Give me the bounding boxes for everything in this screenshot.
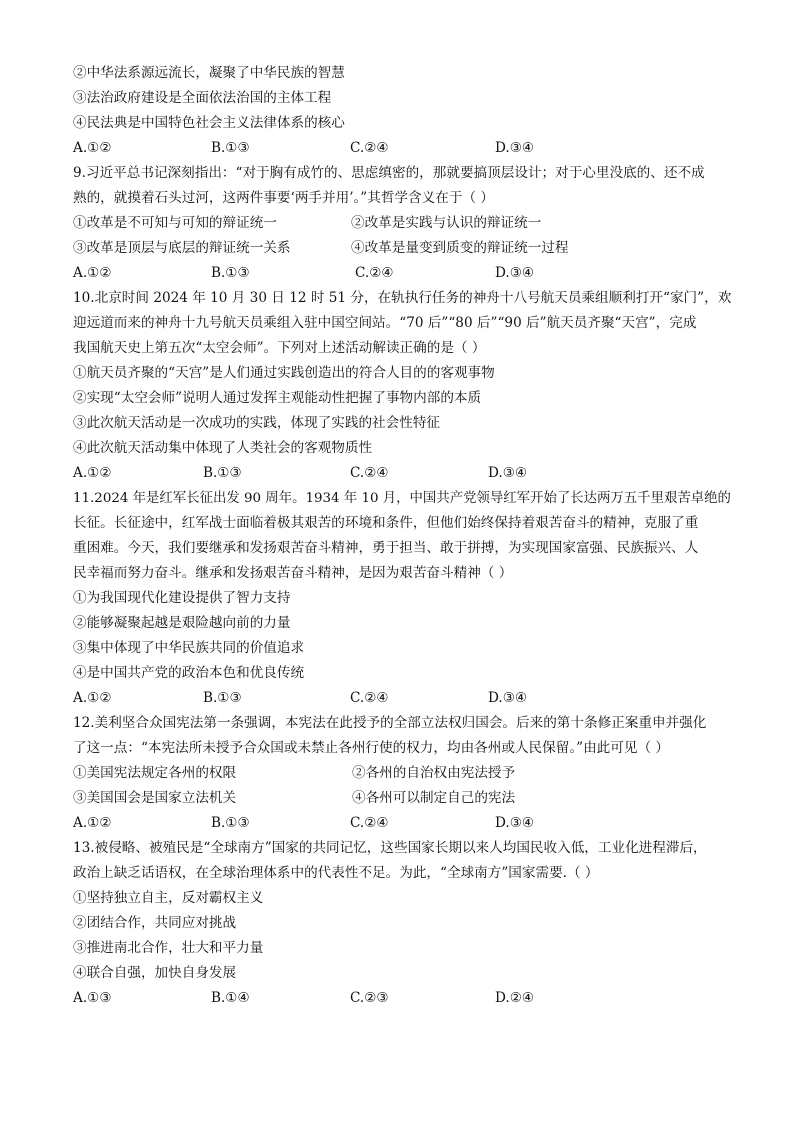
q13-option-1: ①坚持独立自主，反对霸权主义: [73, 890, 264, 906]
q9-option-1: ①改革是不可知与可知的辩证统一: [73, 215, 277, 231]
q12-answer-d: D.③④: [495, 815, 535, 831]
q10-answer-a: A.①②: [73, 465, 112, 481]
q9-option-4: ④改革是量变到质变的辩证统一过程: [351, 240, 569, 256]
q10-option-2: ②实现“太空会师”说明人通过发挥主观能动性把握了事物内部的本质: [73, 390, 482, 406]
q12-stem-line-2: 了这一点：“本宪法所未授予合众国或未禁止各州行使的权力，均由各州或人民保留。”由此可见（ ）: [73, 740, 669, 756]
q13-option-2: ②团结合作，共同应对挑战: [73, 915, 237, 931]
q8-answer-d: D.③④: [495, 140, 535, 156]
q12-stem-line-1: 12.美利坚合众国宪法第一条强调，本宪法在此授予的全部立法权归国会。后来的第十条修正案重申并强化: [73, 715, 707, 731]
q12-answer-c: C.②④: [350, 815, 389, 831]
q13-answer-a: A.①③: [73, 990, 112, 1006]
q11-option-2: ②能够凝聚起越是艰险越向前的力量: [73, 615, 291, 631]
q8-answer-a: A.①②: [73, 140, 112, 156]
q10-answer-c: C.②④: [350, 465, 389, 481]
q12-option-1: ①美国宪法规定各州的权限: [73, 765, 237, 781]
q9-stem-line-2: 熟的，就摸着石头过河，这两件事要‘两手并用’。”其哲学含义在于（ ）: [73, 190, 494, 206]
q11-option-1: ①为我国现代化建设提供了智力支持: [73, 590, 291, 606]
q12-answer-b: B.①③: [211, 815, 250, 831]
q13-answer-b: B.①④: [211, 990, 250, 1006]
q13-stem-line-2: 政治上缺乏话语权，在全球治理体系中的代表性不足。为此，“全球南方”国家需要.（ ）: [73, 865, 599, 881]
q11-option-3: ③集中体现了中华民族共同的价值追求: [73, 640, 305, 656]
q10-stem-line-3: 我国航天史上第五次“太空会师”。下列对上述活动解读正确的是（ ）: [73, 340, 486, 356]
q9-answer-d: D.③④: [495, 265, 535, 281]
q13-answer-c: C.②③: [350, 990, 389, 1006]
q11-answer-a: A.①②: [73, 690, 112, 706]
q13-option-4: ④联合自强，加快自身发展: [73, 965, 237, 981]
q11-option-4: ④是中国共产党的政治本色和优良传统: [73, 665, 305, 681]
q9-option-3: ③改革是顶层与底层的辩证统一关系: [73, 240, 291, 256]
q11-stem-line-3: 重困难。今天，我们要继承和发扬艰苦奋斗精神，勇于担当、敢于拼搏，为实现国家富强、民族振兴、人: [73, 540, 699, 556]
q9-answer-a: A.①②: [73, 265, 112, 281]
q11-answer-c: C.②④: [350, 690, 389, 706]
q12-option-row-2: [73, 786, 733, 811]
q13-stem-line-1: 13.被侵略、被殖民是“全球南方”国家的共同记忆，这些国家长期以来人均国民收入低，工业化进程滞后，: [73, 840, 707, 856]
q9-stem-line-1: 9.习近平总书记深刻指出：“对于胸有成竹的、思虑缜密的，那就要搞顶层设计；对于心里没底的、还不成: [73, 165, 705, 181]
q9-option-row-1: [73, 211, 733, 236]
q13-option-3: ③推进南北合作，壮大和平力量: [73, 940, 264, 956]
q12-option-2: ②各州的自治权由宪法授予: [352, 765, 516, 781]
q13-answer-row: [73, 986, 733, 1011]
q12-option-4: ④各州可以制定自己的宪法: [352, 790, 516, 806]
q10-stem-line-2: 迎远道而来的神舟十九号航天员乘组入驻中国空间站。“70 后”“80 后”“90 后”航天员齐聚“天宫”，完成: [73, 315, 697, 331]
q11-stem-line-2: 长征。长征途中，红军战士面临着极其艰苦的环境和条件，但他们始终保持着艰苦奋斗的精神，克服了重: [73, 515, 699, 531]
q11-stem-line-1: 11.2024 年是红军长征出发 90 周年。1934 年 10 月，中国共产党领导红军开始了长达两万五千里艰苦卓绝的: [73, 491, 731, 506]
q9-answer-c: C.②④: [355, 265, 394, 281]
q8-answer-row: [73, 136, 733, 161]
q8-answer-c: C.②④: [350, 140, 389, 156]
q11-answer-d: D.③④: [488, 690, 528, 706]
q11-answer-row: [73, 686, 733, 711]
q9-option-row-2: [73, 236, 733, 261]
q8-option-3: ③法治政府建设是全面依法治国的主体工程: [73, 90, 332, 106]
q9-answer-row: [73, 261, 733, 286]
q9-option-2: ②改革是实践与认识的辩证统一: [351, 215, 542, 231]
q12-option-row-1: [73, 761, 733, 786]
q8-answer-b: B.①③: [211, 140, 250, 156]
q11-answer-b: B.①③: [203, 690, 242, 706]
q10-answer-row: [73, 461, 733, 486]
q10-answer-b: B.①③: [203, 465, 242, 481]
q10-option-3: ③此次航天活动是一次成功的实践，体现了实践的社会性特征: [73, 415, 441, 431]
q10-option-4: ④此次航天活动集中体现了人类社会的客观物质性: [73, 440, 373, 456]
q8-option-4: ④民法典是中国特色社会主义法律体系的核心: [73, 115, 345, 131]
q10-answer-d: D.③④: [488, 465, 528, 481]
q10-option-1: ①航天员齐聚的“天宫”是人们通过实践创造出的符合人目的的客观事物: [73, 365, 495, 381]
q12-answer-row: [73, 811, 733, 836]
q12-answer-a: A.①②: [73, 815, 112, 831]
q11-stem-line-4: 民幸福而努力奋斗。继承和发扬艰苦奋斗精神，是因为艰苦奋斗精神（ ）: [73, 565, 513, 581]
q12-option-3: ③美国国会是国家立法机关: [73, 790, 237, 806]
q9-answer-b: B.①③: [211, 265, 250, 281]
q10-stem-line-1: 10.北京时间 2024 年 10 月 30 日 12 时 51 分，在轨执行任务的神舟十八号航天员乘组顺利打开“家门”，欢: [73, 290, 732, 306]
q13-answer-d: D.②④: [495, 990, 535, 1006]
q8-option-2: ②中华法系源远流长，凝聚了中华民族的智慧: [73, 65, 345, 81]
